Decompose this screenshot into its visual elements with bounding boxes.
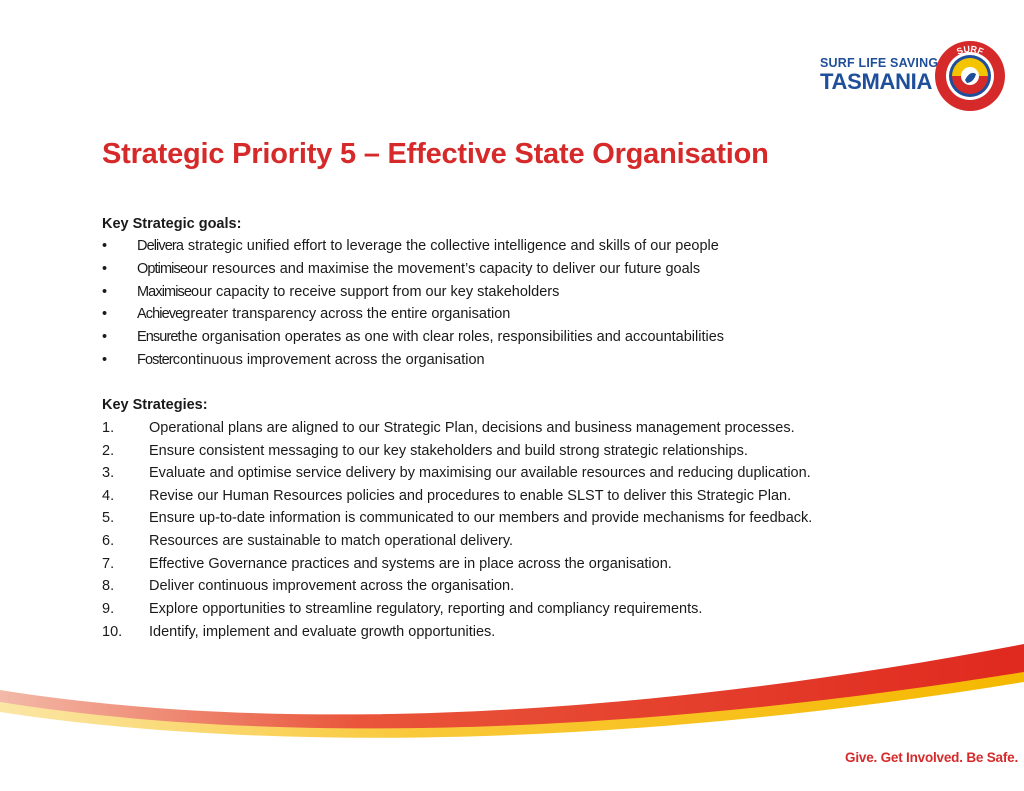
emblem-top-text: SURF — [955, 43, 985, 57]
logo-line1: SURF LIFE SAVING — [820, 56, 939, 70]
bullet: • — [102, 284, 108, 300]
strategy-number: 7. — [102, 556, 115, 572]
strategies-heading: Key Strategies: — [102, 397, 208, 413]
goal-text — [137, 306, 510, 322]
bullet: • — [102, 261, 108, 277]
bullet: • — [102, 238, 108, 254]
strategy-text: Identify, implement and evaluate growth opportunities. — [149, 624, 496, 640]
bullet: • — [102, 306, 108, 322]
strategy-text: Resources are sustainable to match operational delivery. — [149, 533, 514, 549]
bullet: • — [102, 352, 108, 368]
bullet: • — [102, 329, 108, 345]
goal-verb: Deliver — [137, 238, 176, 254]
strategy-text: Evaluate and optimise service delivery by maximising our available resources and reducing duplication. — [149, 465, 811, 481]
footer-swoosh — [0, 630, 1024, 760]
goal-text — [137, 261, 700, 277]
slst-logo — [818, 40, 1008, 112]
goal-rest: our resources and maximise the movement’s capacity to deliver our future goals — [187, 261, 701, 277]
goal-verb: Optimise — [137, 261, 188, 277]
goal-verb: Ensure — [137, 329, 178, 345]
strategy-number: 6. — [102, 533, 115, 549]
strategy-number: 4. — [102, 488, 115, 504]
page-title: Strategic Priority 5 – Effective State Organisation — [102, 138, 769, 170]
strategy-text: Ensure consistent messaging to our key stakeholders and build strong strategic relationships. — [149, 443, 748, 459]
strategy-number: 1. — [102, 420, 115, 436]
strategy-number: 2. — [102, 443, 115, 459]
goals-heading: Key Strategic goals: — [102, 216, 242, 232]
strategy-text: Operational plans are aligned to our Strategic Plan, decisions and business management processes. — [149, 420, 795, 436]
strategy-text: Effective Governance practices and systems are in place across the organisation. — [149, 556, 672, 572]
strategy-number: 10. — [102, 624, 123, 640]
swoosh-red — [0, 644, 1024, 728]
goal-rest: a strategic unified effort to leverage the collective intelligence and skills of our people — [175, 238, 719, 254]
goal-text — [137, 329, 724, 345]
goal-rest: continuous improvement across the organisation — [172, 352, 485, 368]
goal-text — [137, 238, 719, 254]
goal-text — [137, 352, 485, 368]
goal-rest: greater transparency across the entire organisation — [182, 306, 511, 322]
strategy-text: Revise our Human Resources policies and procedures to enable SLST to deliver this Strategic Plan. — [149, 488, 792, 504]
goal-verb: Achieve — [137, 306, 183, 322]
strategy-number: 9. — [102, 601, 115, 617]
strategy-number: 3. — [102, 465, 115, 481]
goal-text — [137, 284, 559, 300]
footer-tagline: Give. Get Involved. Be Safe. — [845, 750, 1018, 765]
logo-line2: TASMANIA — [820, 69, 933, 94]
strategy-text: Ensure up-to-date information is communicated to our members and provide mechanisms for feedback. — [149, 510, 813, 526]
strategy-text: Deliver continuous improvement across the organisation. — [149, 578, 515, 594]
surf-life-saving-emblem-icon — [934, 40, 1006, 112]
goal-rest: our capacity to receive support from our key stakeholders — [191, 284, 560, 300]
goal-rest: the organisation operates as one with clear roles, responsibilities and accountabilities — [177, 329, 725, 345]
goal-verb: Maximise — [137, 284, 192, 300]
strategy-number: 8. — [102, 578, 115, 594]
strategy-number: 5. — [102, 510, 115, 526]
goal-verb: Foster — [137, 352, 173, 368]
strategy-text: Explore opportunities to streamline regulatory, reporting and compliancy requirements. — [149, 601, 703, 617]
